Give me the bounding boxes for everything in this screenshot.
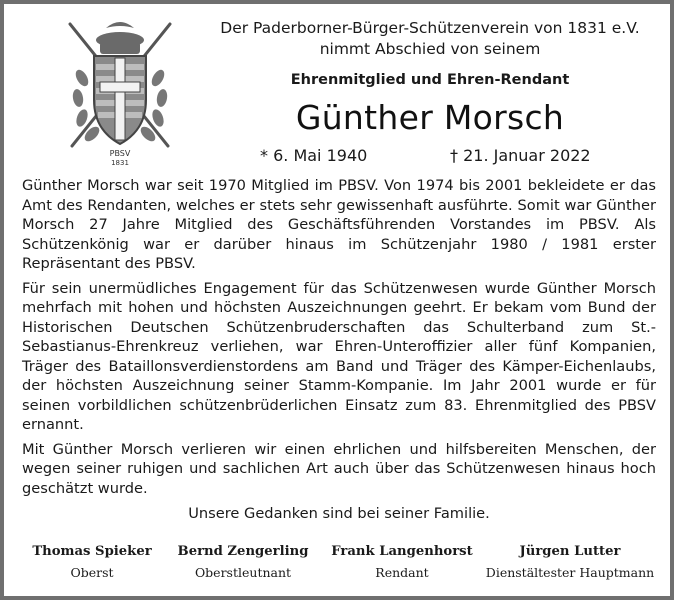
signer-role: Oberstleutnant	[194, 565, 292, 580]
birth-date: * 6. Mai 1940	[260, 146, 368, 165]
signer-name: Thomas Spieker	[32, 544, 152, 559]
death-date: † 21. Januar 2022	[450, 146, 591, 165]
signer-role: Rendant	[375, 565, 429, 580]
intro-text	[194, 18, 666, 60]
signer-role: Oberst	[70, 565, 114, 580]
signer	[482, 542, 658, 584]
paragraph: Für sein unermüdliches Engagement für das Schützenwesen wurde Günther Morsch mehrfach mit hohen und höchsten Auszeichnungen geehrt. Er bekam vom Bund der Historischen Deutschen Schützenbruderschaften das Schulterband zum St.-Sebastianus-Ehrenkreuz verliehen, war Ehren-Unteroffizier aller fünf Kompanien, Träger des Bataillonsverdienstordens am Band und Träger des Kämper-Eichenlaubs, der höchsten Auszeichnung seiner Stamm-Kompanie. Im Jahr 2001 wurde er für seinen vorbildlichen schützenbrüderlichen Einsatz zum 83. Ehrenmitglied des PBSV ernannt.	[22, 279, 656, 433]
honorary-title: Ehrenmitglied und Ehren-Rendant	[290, 72, 570, 88]
signer-name: Bernd Zengerling	[177, 544, 309, 559]
signatories	[22, 542, 662, 592]
signer	[22, 542, 162, 584]
intro-line-2: nimmt Abschied von seinem	[319, 40, 541, 58]
life-dates	[194, 146, 666, 168]
paragraph: Günther Morsch war seit 1970 Mitglied im PBSV. Von 1974 bis 2001 bekleidete er das Amt des Rendanten, welches er stets sehr gewissenhaft ausführte. Somit war Günther Morsch 27 Jahre Mitglied des Geschäftsführenden Vorstandes im PBSV. Als Schützenkönig war er darüber hinaus im Schützenjahr 1980 / 1981 erster Repräsentant des PBSV.	[22, 177, 656, 272]
signer-role: Dienstältester Hauptmann	[485, 565, 655, 580]
obituary-body	[22, 176, 656, 503]
signer	[168, 542, 318, 584]
deceased-name: Günther Morsch	[295, 98, 565, 137]
closing-line: Unsere Gedanken sind bei seiner Familie.	[188, 505, 490, 522]
signer	[322, 542, 482, 584]
emblem-year: 1831	[111, 159, 129, 166]
emblem-abbrev: PBSV	[109, 149, 131, 158]
signer-name: Jürgen Lutter	[519, 544, 621, 559]
club-emblem	[60, 18, 180, 166]
paragraph: Mit Günther Morsch verlieren wir einen ehrlichen und hilfsbereiten Menschen, der wegen seiner ruhigen und sachlichen Art auch über das Schützenwesen hinaus hoch geschätzt wurde.	[22, 440, 656, 497]
intro-line-1: Der Paderborner-Bürger-Schützenverein von 1831 e.V.	[220, 19, 640, 37]
signer-name: Frank Langenhorst	[331, 544, 473, 559]
helmet-icon	[96, 22, 144, 54]
